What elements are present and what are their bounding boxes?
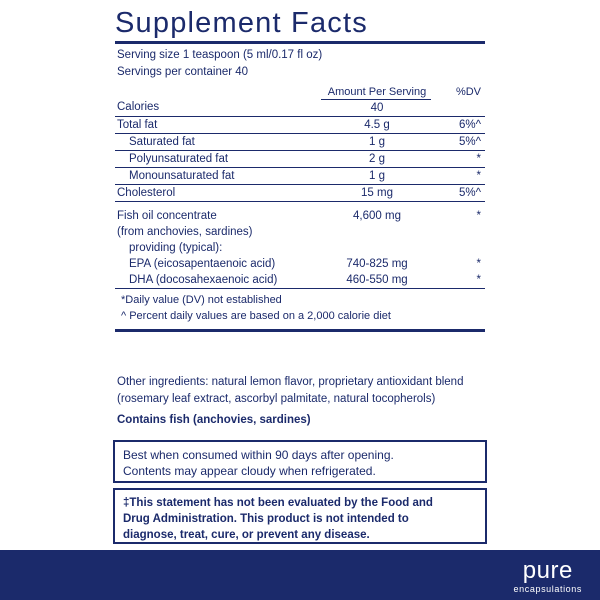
row-name: Cholesterol — [115, 184, 321, 201]
row-amount: 2 g — [321, 150, 431, 167]
row-amount: 4.5 g — [321, 116, 431, 133]
table-row — [115, 167, 485, 184]
row-amount: 460-550 mg — [321, 272, 431, 289]
row-name: Fish oil concentrate — [117, 209, 217, 222]
row-name: Saturated fat — [115, 133, 321, 150]
row-name: providing (typical): — [129, 241, 223, 254]
row-amount: 1 g — [321, 167, 431, 184]
table-row — [115, 99, 485, 116]
row-amount: 4,600 mg — [353, 209, 401, 222]
row-dv: * — [431, 272, 485, 289]
row-name: Total fat — [115, 116, 321, 133]
table-row — [115, 184, 485, 201]
row-dv: * — [476, 257, 481, 270]
disclaimer-line-3: diagnose, treat, cure, or prevent any disease. — [123, 529, 370, 542]
brand-name: pure — [522, 557, 573, 585]
table-row — [115, 150, 485, 167]
table-row — [115, 240, 485, 256]
row-amount: 15 mg — [321, 184, 431, 201]
storage-box — [113, 440, 487, 483]
row-name: Calories — [115, 99, 321, 116]
table-row — [115, 256, 485, 272]
row-dv: * — [431, 167, 485, 184]
table-row — [115, 133, 485, 150]
footnote-calorie-diet: ^ Percent daily values are based on a 2,000 calorie diet — [121, 309, 391, 322]
fda-disclaimer-box — [113, 488, 487, 544]
serving-size: Serving size 1 teaspoon (5 ml/0.17 fl oz) — [117, 49, 323, 62]
allergen-statement: Contains fish (anchovies, sardines) — [117, 414, 311, 426]
footnotes — [115, 289, 485, 332]
disclaimer-line-2: Drug Administration. This product is not intended to — [123, 513, 409, 526]
row-dv — [431, 240, 485, 256]
disclaimer-line-1: ‡This statement has not been evaluated by the Food and — [123, 497, 433, 509]
footnote-dv-not-established: *Daily value (DV) not established — [121, 293, 282, 306]
row-amount: 1 g — [321, 133, 431, 150]
row-dv: 5%^ — [431, 184, 485, 201]
storage-line-2: Contents may appear cloudy when refrigerated. — [123, 464, 376, 479]
row-name: Monounsaturated fat — [115, 167, 321, 184]
row-dv: * — [476, 209, 481, 222]
row-dv: 5%^ — [431, 133, 485, 150]
header-amount-per-serving: Amount Per Serving — [321, 84, 431, 100]
serving-info — [115, 44, 485, 83]
header-blank — [115, 84, 321, 100]
row-name: DHA (docosahexaenoic acid) — [115, 272, 321, 289]
table-row — [115, 116, 485, 133]
row-amount: 740-825 mg — [346, 257, 408, 270]
table-header-row — [115, 84, 485, 100]
storage-line-1: Best when consumed within 90 days after opening. — [123, 448, 394, 462]
row-name: (from anchovies, sardines) — [117, 225, 253, 238]
table-row — [115, 201, 485, 224]
row-amount: 40 — [321, 99, 431, 116]
brand-logo — [514, 559, 582, 596]
row-dv — [431, 224, 485, 240]
servings-per-container: Servings per container 40 — [117, 66, 249, 79]
header-percent-dv: %DV — [455, 85, 481, 98]
row-amount — [321, 240, 431, 256]
row-dv: * — [431, 150, 485, 167]
row-name: EPA (eicosapentaenoic acid) — [129, 257, 276, 270]
table-row — [115, 224, 485, 240]
brand-footer — [0, 550, 600, 600]
brand-tagline: encapsulations — [513, 584, 582, 595]
supplement-facts-title: Supplement Facts — [115, 8, 485, 44]
other-ingredients: Other ingredients: natural lemon flavor, proprietary antioxidant blend (rosemary leaf extract, ascorbyl palmitate, natural tocopherols) — [117, 376, 464, 406]
row-dv — [431, 99, 485, 116]
table-row — [115, 272, 485, 289]
row-amount — [321, 224, 431, 240]
supplement-facts-panel — [115, 8, 485, 332]
nutrition-table — [115, 84, 485, 289]
row-dv: 6%^ — [431, 116, 485, 133]
row-name: Polyunsaturated fat — [115, 150, 321, 167]
